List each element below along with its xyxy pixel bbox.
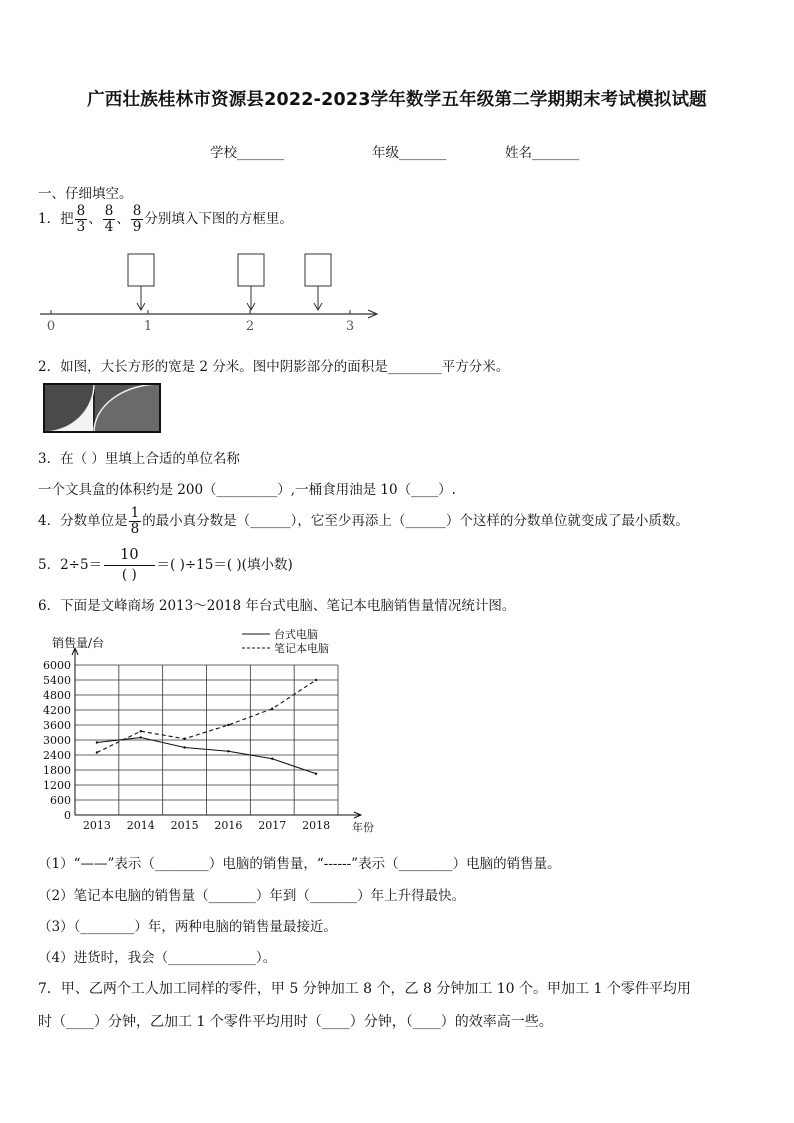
series-1-point <box>183 746 185 748</box>
x-tick-label: 2016 <box>214 819 243 832</box>
separator: 、 <box>88 211 102 227</box>
x-tick-label: 2015 <box>170 819 199 832</box>
answer-box-1[interactable] <box>128 254 154 286</box>
name-field[interactable]: 姓名_______ <box>505 145 580 161</box>
y-tick-label: 3600 <box>43 719 71 732</box>
y-tick-label: 3000 <box>43 734 71 747</box>
y-tick-label: 0 <box>64 809 71 822</box>
fraction-1-8: $\frac{1}{8}$ <box>130 505 140 537</box>
x-tick-label: 2018 <box>302 819 331 832</box>
question-6-part-1: （1）“——”表示（________）电脑的销售量，“------”表示（________）电脑的销售量。 <box>38 856 561 872</box>
q4-prefix: 4．分数单位是 <box>38 513 128 529</box>
tick-label-1: 1 <box>143 319 153 334</box>
series-1-point <box>140 736 142 738</box>
question-4 <box>38 506 689 537</box>
y-tick-label: 4200 <box>43 704 71 717</box>
question-6-part-2: （2）笔记本电脑的销售量（_______）年到（_______）年上升得最快。 <box>38 888 466 904</box>
series-2-point <box>140 730 142 732</box>
fraction-10-blank: 10 ( ) <box>104 546 154 585</box>
y-tick-label: 2400 <box>43 749 71 762</box>
x-axis-label: 年份 <box>352 821 374 834</box>
x-tick-label: 2017 <box>258 819 287 832</box>
answer-box-2[interactable] <box>238 254 264 286</box>
x-tick-label: 2013 <box>82 819 111 832</box>
separator: 、 <box>116 211 130 227</box>
series-1-point <box>96 741 98 743</box>
question-6-intro: 6．下面是文峰商场 2013～2018 年台式电脑、笔记本电脑销售量情况统计图。 <box>38 598 516 614</box>
series-2-point <box>227 724 229 726</box>
legend-label-2: 笔记本电脑 <box>274 642 329 655</box>
shaded-rectangle-figure <box>42 382 164 434</box>
line-chart <box>30 628 374 838</box>
series-1-point <box>271 758 273 760</box>
number-line-figure <box>30 248 390 338</box>
question-6-part-4: （4）进货时，我会（_____________）。 <box>38 950 277 966</box>
section-heading: 一、仔细填空。 <box>38 186 133 202</box>
q1-suffix: 分别填入下图的方框里。 <box>144 211 293 227</box>
series-2-point <box>183 738 185 740</box>
q5-suffix: ＝( )÷15＝( )(填小数) <box>156 557 293 573</box>
question-5 <box>38 546 293 585</box>
series-1-point <box>315 773 317 775</box>
tick-label-3: 3 <box>345 319 355 334</box>
tick-label-0: 0 <box>46 319 56 334</box>
legend-label-1: 台式电脑 <box>274 628 318 641</box>
question-3-title: 3．在（ ）里填上合适的单位名称 <box>38 451 240 467</box>
fraction-8-4: $\frac{8}{4}$ <box>104 203 114 235</box>
series-1-point <box>227 750 229 752</box>
question-1 <box>38 204 293 235</box>
fraction-8-9: $\frac{8}{9}$ <box>132 203 142 235</box>
grade-field[interactable]: 年级_______ <box>372 145 447 161</box>
series-2-point <box>96 751 98 753</box>
page-title: 广西壮族桂林市资源县2022-2023学年数学五年级第二学期期末考试模拟试题 <box>87 90 707 110</box>
series-2-point <box>271 708 273 710</box>
y-tick-label: 1800 <box>43 764 71 777</box>
question-2: 2．如图，大长方形的宽是 2 分米。图中阴影部分的面积是________平方分米。 <box>38 359 510 375</box>
y-axis-label: 销售量/台 <box>52 636 105 650</box>
fraction-8-3: $\frac{8}{3}$ <box>76 203 86 235</box>
y-tick-label: 600 <box>50 794 71 807</box>
q1-prefix: 把 <box>60 211 74 227</box>
y-tick-label: 5400 <box>43 674 71 687</box>
question-6-part-3: （3）（________）年，两种电脑的销售量最接近。 <box>38 919 337 935</box>
x-tick-label: 2014 <box>126 819 155 832</box>
question-3-body: 一个文具盒的体积约是 200（_________）,一桶食用油是 10（____）. <box>38 482 456 498</box>
tick-label-2: 2 <box>245 319 255 334</box>
q1-number: 1． <box>38 211 61 227</box>
y-tick-label: 6000 <box>43 659 71 672</box>
question-7-line-1: 7．甲、乙两个工人加工同样的零件，甲 5 分钟加工 8 个，乙 8 分钟加工 10 个。甲加工 1 个零件平均用 <box>38 981 691 997</box>
question-7-line-2: 时（____）分钟，乙加工 1 个零件平均用时（____）分钟，（____）的效率高一些。 <box>38 1014 553 1030</box>
series-2-point <box>315 679 317 681</box>
y-tick-label: 1200 <box>43 779 71 792</box>
q5-prefix: 5．2÷5＝ <box>38 557 103 573</box>
answer-box-3[interactable] <box>305 254 331 286</box>
q4-suffix: 的最小真分数是（______），它至少再添上（______）个这样的分数单位就变成了最小质数。 <box>142 513 689 529</box>
y-tick-label: 4800 <box>43 689 71 702</box>
school-field[interactable]: 学校_______ <box>210 145 285 161</box>
